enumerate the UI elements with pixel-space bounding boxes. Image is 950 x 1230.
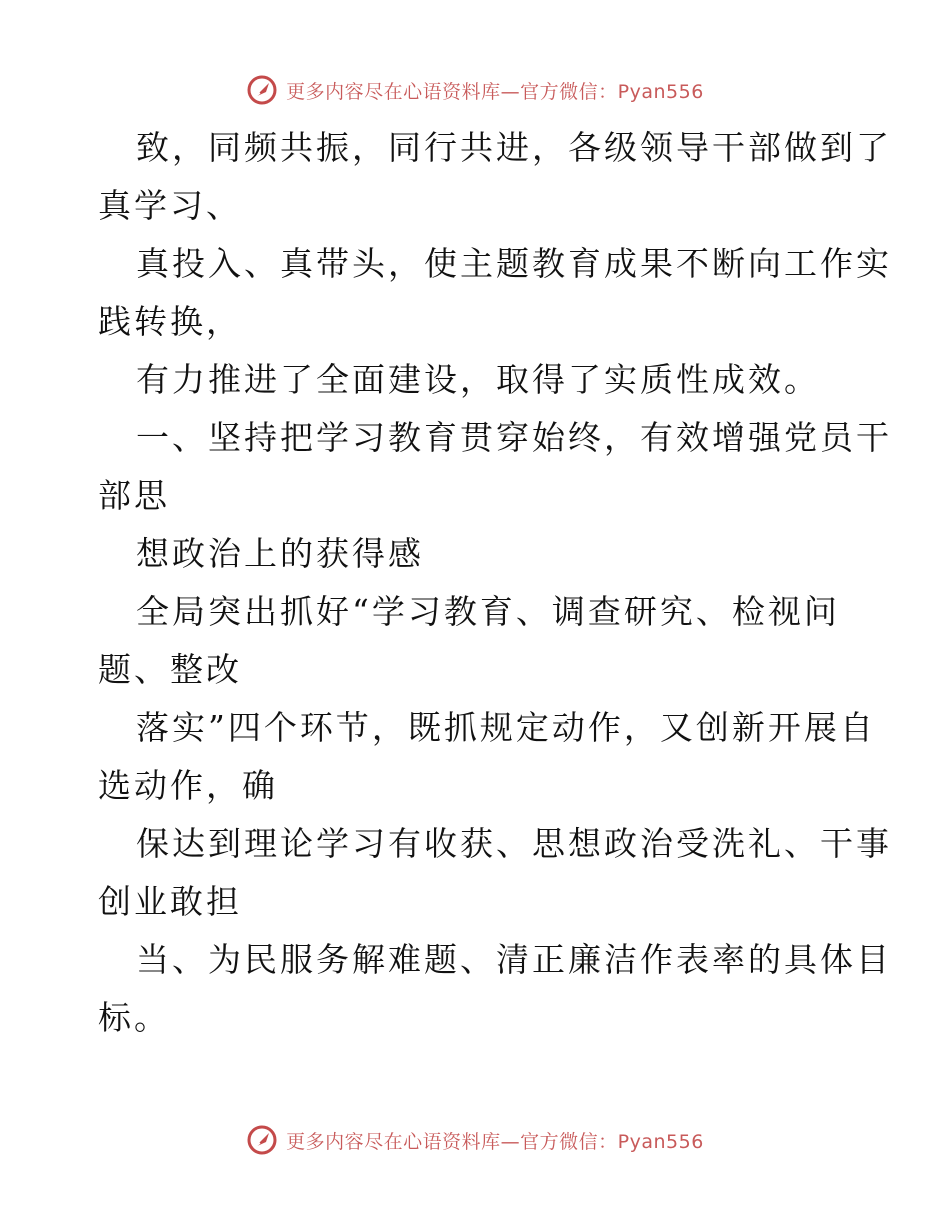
watermark-text: 更多内容尽在心语资料库—官方微信：Pyan556 xyxy=(286,80,704,103)
text-line: 有力推进了全面建设，取得了实质性成效。 xyxy=(136,360,820,399)
text-line: 选动作，确 xyxy=(98,766,278,805)
quill-logo-icon xyxy=(246,74,278,106)
text-line: 题、整改 xyxy=(98,650,242,689)
footer-watermark xyxy=(0,1120,950,1160)
text-line: 标。 xyxy=(98,998,170,1037)
text-line: 落实”四个环节，既抓规定动作，又创新开展自 xyxy=(136,708,876,747)
text-line: 想政治上的获得感 xyxy=(136,534,424,573)
watermark-text: 更多内容尽在心语资料库—官方微信：Pyan556 xyxy=(286,1130,704,1153)
text-line: 真学习、 xyxy=(98,186,242,225)
text-line: 践转换， xyxy=(98,302,242,341)
text-line: 部思 xyxy=(98,476,170,515)
text-line: 致，同频共振，同行共进，各级领导干部做到了 xyxy=(136,128,892,167)
text-line: 全局突出抓好“学习教育、调查研究、检视问 xyxy=(136,592,840,631)
text-line: 保达到理论学习有收获、思想政治受洗礼、干事 xyxy=(136,824,892,863)
quill-logo-icon xyxy=(246,1124,278,1156)
header-watermark xyxy=(0,70,950,110)
text-line: 真投入、真带头，使主题教育成果不断向工作实 xyxy=(136,244,892,283)
text-line: 一、坚持把学习教育贯穿始终，有效增强党员干 xyxy=(136,418,892,457)
text-line: 创业敢担 xyxy=(98,882,242,921)
text-line: 当、为民服务解难题、清正廉洁作表率的具体目 xyxy=(136,940,892,979)
